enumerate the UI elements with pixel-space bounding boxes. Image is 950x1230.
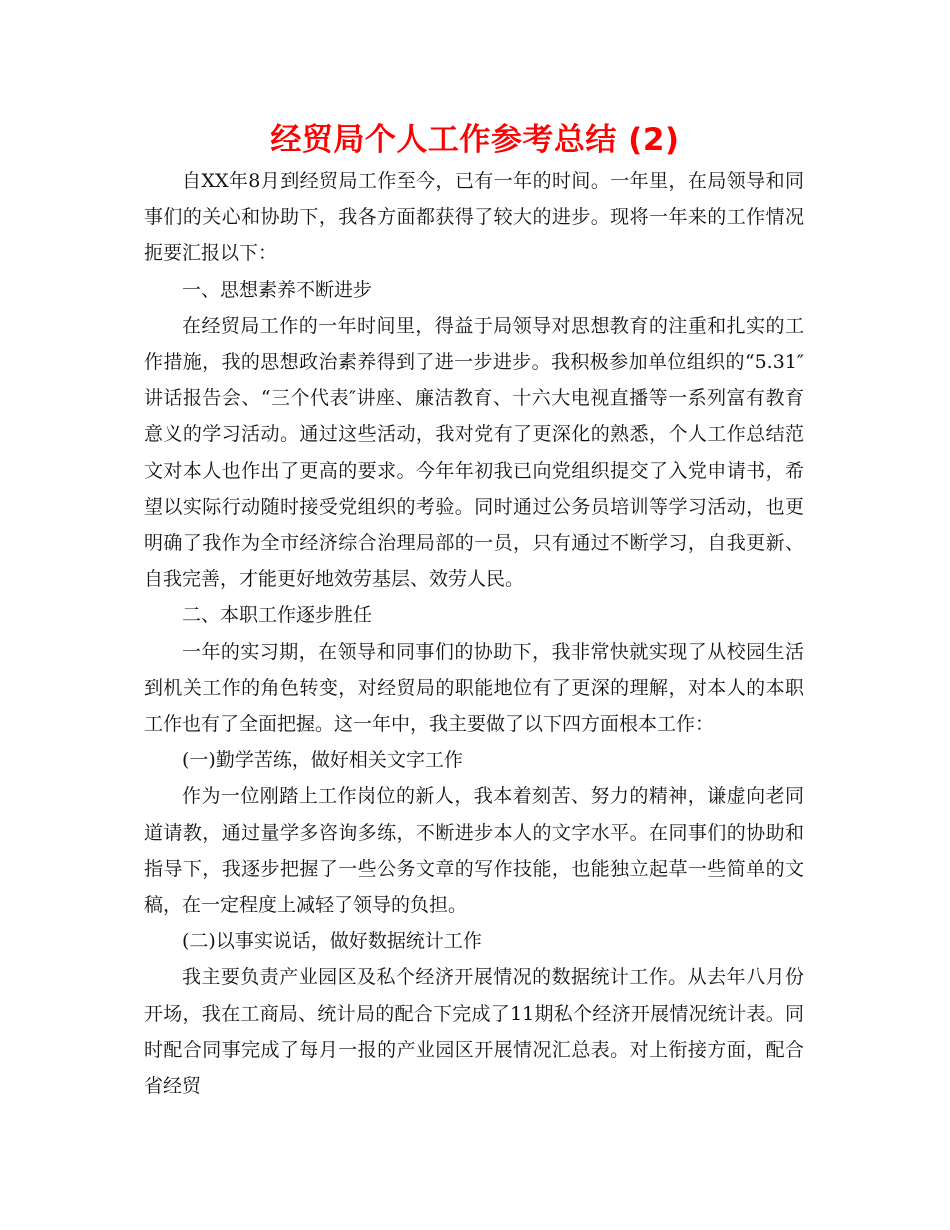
section-heading-1: 一、思想素养不断进步 (182, 278, 373, 301)
paragraph-intro: 自XX年8月到经贸局工作至今，已有一年的时间。一年里，在局领导和同事们的关心和协助下，我各方面都获得了较大的进步。现将一年来的工作情况扼要汇报以下： (144, 170, 804, 265)
document-title: 经贸局个人工作参考总结 (2) (270, 122, 680, 158)
paragraph-statistics: 我主要负责产业园区及私个经济开展情况的数据统计工作。从去年八月份开场，我在工商局、统计局的配合下完成了11期私个经济开展情况统计表。同时配合同事完成了每月一报的产业园区开展情况汇总表。对上衔接方面，配合省经贸 (144, 966, 804, 1098)
paragraph-internship: 一年的实习期，在领导和同事们的协助下，我非常快就实现了从校园生活到机关工作的角色转变，对经贸局的职能地位有了更深的理解，对本人的本职工作也有了全面把握。这一年中，我主要做了以下四方面根本工作： (144, 640, 804, 736)
document-body (144, 163, 804, 1104)
paragraph-writing: 作为一位刚踏上工作岗位的新人，我本着刻苦、努力的精神，谦虚向老同道请教，通过量学多咨询多练，不断进步本人的文字水平。在同事们的协助和指导下，我逐步把握了一些公务文章的写作技能，也能独立起草一些简单的文稿，在一定程度上减轻了领导的负担。 (144, 785, 804, 917)
paragraph-ideology: 在经贸局工作的一年时间里，得益于局领导对思想教育的注重和扎实的工作措施，我的思想政治素养得到了进一步进步。我积极参加单位组织的“5.31″讲话报告会、“三个代表″讲座、廉洁教育、十六大电视直播等一系列富有教育意义的学习活动。通过这些活动，我对党有了更深化的熟悉，个人工作总结范文对本人也作出了更高的要求。今年年初我已向党组织提交了入党申请书，希望以实际行动随时接受党组织的考验。同时通过公务员培训等学习活动，也更明确了我作为全市经济综合治理局部的一员，只有通过不断学习，自我更新、自我完善，才能更好地效劳基层、效劳人民。 (144, 314, 804, 591)
subsection-heading-1: (一)勤学苦练，做好相关文字工作 (182, 749, 463, 772)
section-heading-2: 二、本职工作逐步胜任 (182, 604, 373, 627)
subsection-heading-2: (二)以事实说话，做好数据统计工作 (182, 930, 482, 953)
